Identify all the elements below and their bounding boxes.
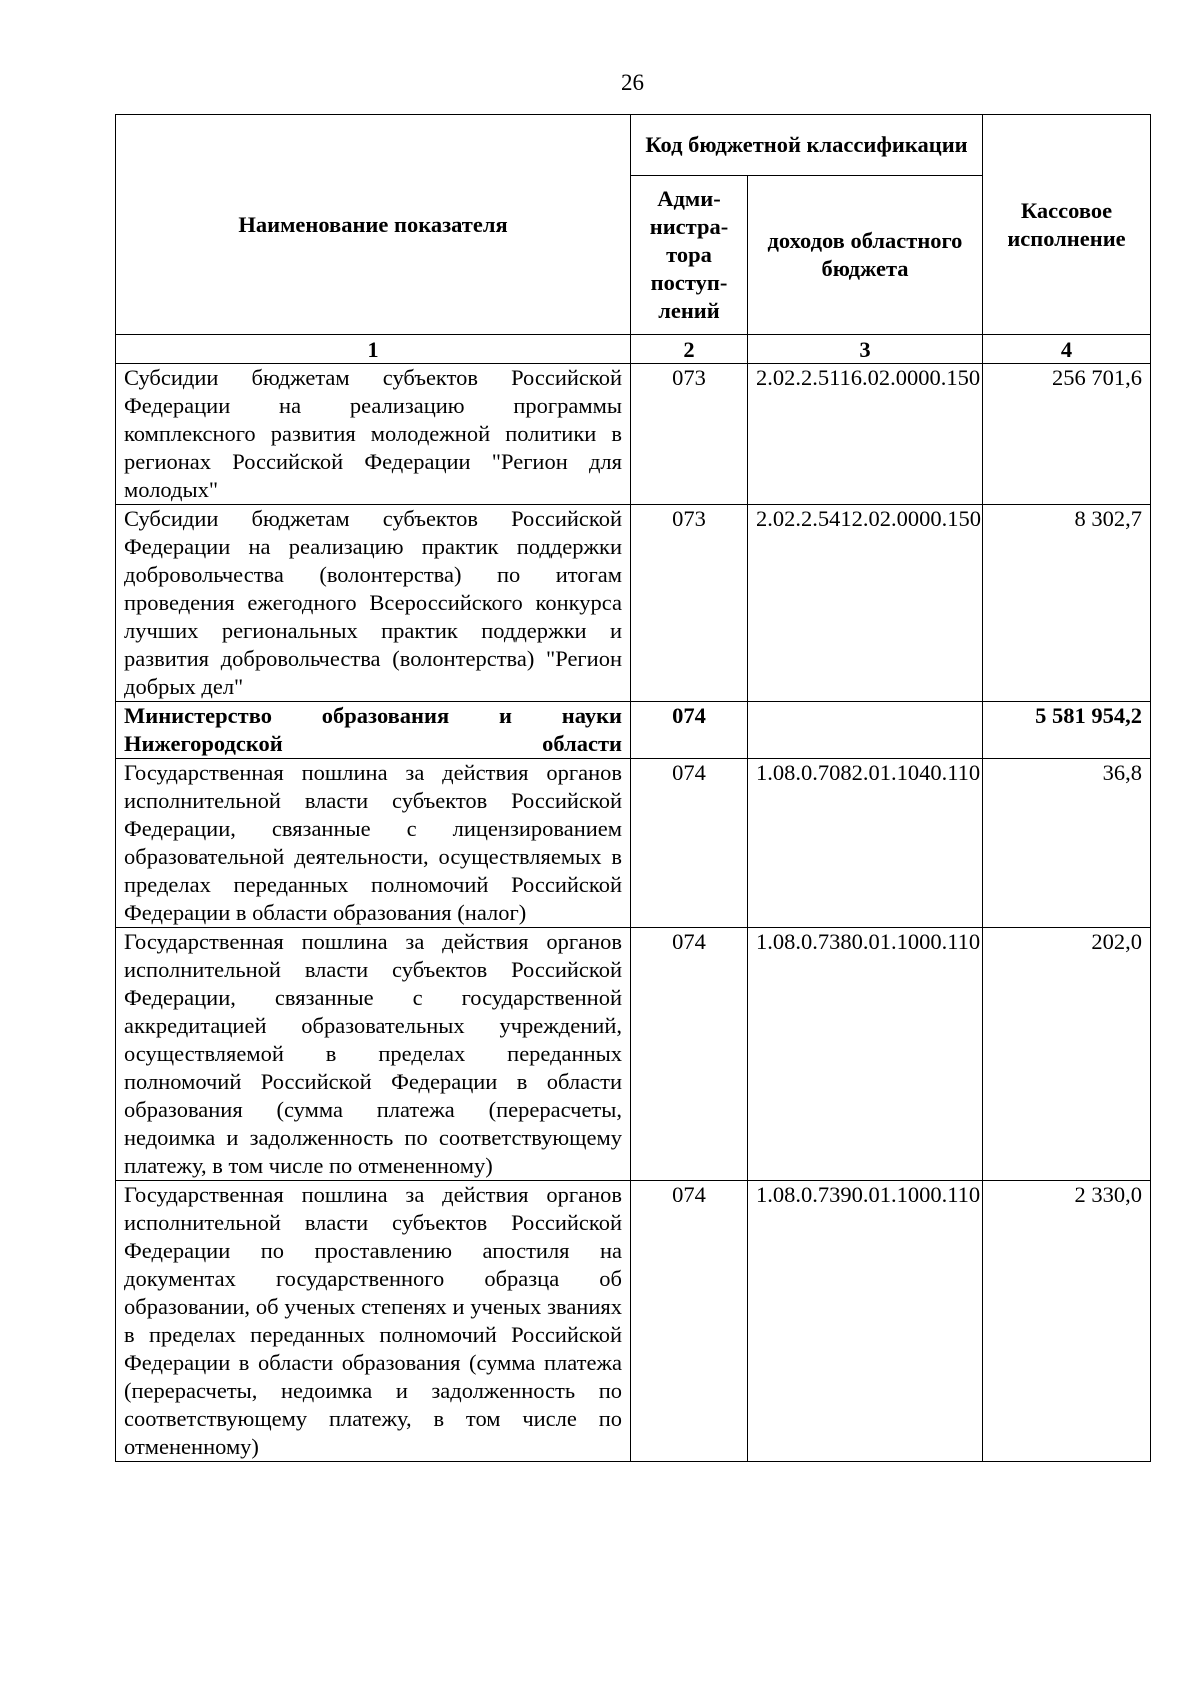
header-admin: Адми-нистра-тора поступ-лений bbox=[631, 176, 748, 335]
row-amount: 202,0 bbox=[983, 928, 1151, 1181]
column-number-4: 4 bbox=[983, 335, 1151, 364]
header-code-group: Код бюджетной классификации bbox=[631, 115, 983, 176]
row-amount: 5 581 954,2 bbox=[983, 702, 1151, 759]
column-number-2: 2 bbox=[631, 335, 748, 364]
table-row bbox=[116, 364, 1151, 505]
row-income-code: 1.08.0.7390.01.1000.110 bbox=[748, 1181, 983, 1462]
row-amount: 256 701,6 bbox=[983, 364, 1151, 505]
table-row bbox=[116, 928, 1151, 1181]
row-admin-code: 074 bbox=[631, 1181, 748, 1462]
row-income-code: 2.02.2.5412.02.0000.150 bbox=[748, 505, 983, 702]
row-income-code: 2.02.2.5116.02.0000.150 bbox=[748, 364, 983, 505]
header-income: доходов областного бюджета bbox=[748, 176, 983, 335]
header-name: Наименование показателя bbox=[116, 115, 631, 335]
row-amount: 8 302,7 bbox=[983, 505, 1151, 702]
table-row-ministry bbox=[116, 702, 1151, 759]
row-admin-code: 074 bbox=[631, 928, 748, 1181]
row-name: Субсидии бюджетам субъектов Российской Федерации на реализацию практик поддержки добровольчества (волонтерства) по итогам проведения ежегодного Всероссийского конкурса лучших региональных практик поддержки и развития добровольчества (волонтерства) "Регион добрых дел" bbox=[116, 505, 631, 702]
row-name: Министерство образования и науки Нижегородской области bbox=[116, 702, 631, 759]
row-amount: 2 330,0 bbox=[983, 1181, 1151, 1462]
header-execution: Кассовое исполнение bbox=[983, 115, 1151, 335]
table-row bbox=[116, 505, 1151, 702]
row-admin-code: 074 bbox=[631, 702, 748, 759]
row-admin-code: 074 bbox=[631, 759, 748, 928]
table-row bbox=[116, 759, 1151, 928]
column-number-1: 1 bbox=[116, 335, 631, 364]
row-admin-code: 073 bbox=[631, 364, 748, 505]
column-number-3: 3 bbox=[748, 335, 983, 364]
page-number: 26 bbox=[621, 70, 644, 95]
row-name: Государственная пошлина за действия органов исполнительной власти субъектов Российской Федерации, связанные с лицензированием образовательной деятельности, осуществляемых в пределах переданных полномочий Российской Федерации в области образования (налог) bbox=[116, 759, 631, 928]
row-name: Субсидии бюджетам субъектов Российской Федерации на реализацию программы комплексного развития молодежной политики в регионах Российской Федерации "Регион для молодых" bbox=[116, 364, 631, 505]
row-income-code bbox=[748, 702, 983, 759]
row-admin-code: 073 bbox=[631, 505, 748, 702]
row-name: Государственная пошлина за действия органов исполнительной власти субъектов Российской Федерации по проставлению апостиля на документах государственного образца об образовании, об ученых степенях и ученых званиях в пределах переданных полномочий Российской Федерации в области образования (сумма платежа (перерасчеты, недоимка и задолженность по соответствующему платежу, в том числе по отмененному) bbox=[116, 1181, 631, 1462]
row-income-code: 1.08.0.7380.01.1000.110 bbox=[748, 928, 983, 1181]
row-amount: 36,8 bbox=[983, 759, 1151, 928]
budget-revenue-table bbox=[115, 114, 1151, 1462]
row-income-code: 1.08.0.7082.01.1040.110 bbox=[748, 759, 983, 928]
table-row bbox=[116, 1181, 1151, 1462]
row-name: Государственная пошлина за действия органов исполнительной власти субъектов Российской Федерации, связанные с государственной аккредитацией образовательных учреждений, осуществляемой в пределах переданных полномочий Российской Федерации в области образования (сумма платежа (перерасчеты, недоимка и задолженность по соответствующему платежу, в том числе по отмененному) bbox=[116, 928, 631, 1181]
